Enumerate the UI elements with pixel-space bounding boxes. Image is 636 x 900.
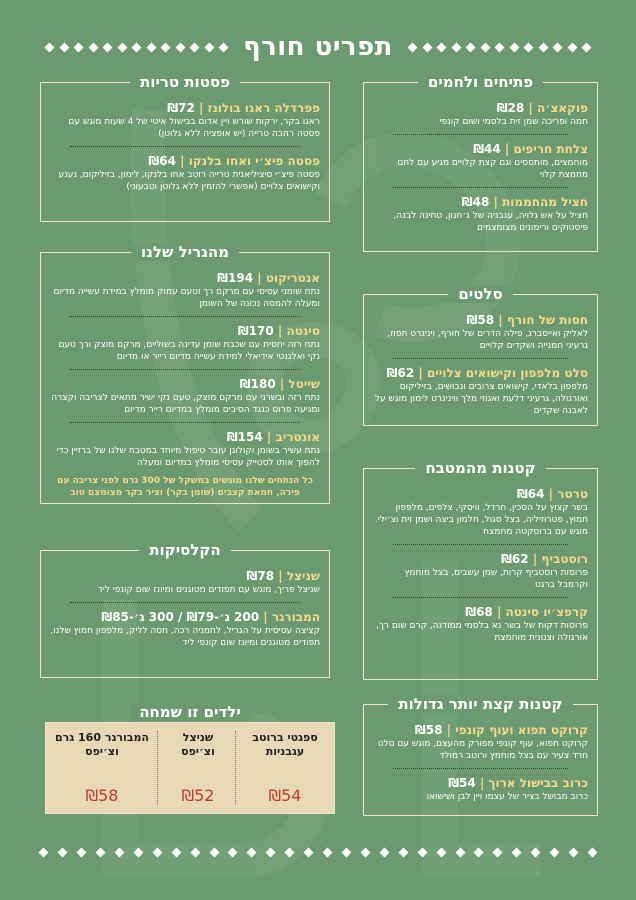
kids-item: שניצל וצ׳יפס ₪52 [166,731,230,805]
section-salads [363,284,598,426]
menu-item: פסטה פיצ׳י ואחו בלנקו | ₪64 פסטה פיצ׳י סיציליאנית טרייה רוטב אחו בלנקו, לימון, בזיליקום, נענע וקישואים צלויים (אפשרי להזמין ללא גלוטן וטבעוני) [58,154,320,192]
menu-item: כרוב בבישול ארוך | ₪54 כרוב מבושל בציר של עצמו ויין לבן ושישואו [426,776,588,802]
price: ₪64 [148,154,176,168]
section-heading: פסטות טריות [130,73,240,91]
price: ₪44 [473,142,501,156]
price: ₪58 [466,313,495,327]
section-heading: הקלסיקות [139,541,230,559]
menu-item: אנטריקוט | ₪194 נתח שומני עסיסי עם מרקם רך וטעם עמוק מומלץ במידת עשייה מדיום ומעלה להמסה נכונה של השומן [53,271,320,309]
price: ₪54 [448,776,476,790]
section-pastas [40,72,330,222]
menu-item: סלט מלפפון וקישואים צלויים | ₪62 מלפפון בלאדי, קישואים צרובים ונבושים, בזיליקום ואורגולה, גרעיני דלעת ואגוזי מלך וויניגרט לימון מוגש על לאבנה שקדים [374,366,588,416]
diamond-decoration-left [40,44,233,51]
price: ₪48 [461,195,490,209]
price: ₪52 [181,786,215,805]
price: ₪62 [386,366,415,380]
price: ₪170 [237,324,274,338]
section-heading: קטנות קצת יותר גדולות [388,695,572,713]
price: ₪58 [414,723,443,737]
menu-item: אונטריב | ₪154 נתח עשיר בשומן וקולוגן עובר טיפול מיוחד במטבח שלנו של ברזיין כדי להפוך אותו לסטייק עסיסי מומלץ במדיום ומעלה [56,430,320,468]
menu-header [40,30,596,64]
price: ₪194 [217,271,254,285]
price: ₪78 [246,569,275,583]
section-grill [40,242,330,504]
menu-item: המבורגר | 200 ג׳-₪79 / 300 ג׳-₪85 קציצה עסיסית על הגריל, לחמניה רכה, חסה לליק, מלפפון חמוץ שלנו, תפודים מטוגנים ומיונז שום קונפי ליד [50,610,320,648]
section-heading: קטנות מהמטבח [415,459,545,477]
menu-item: קרוקט תפוא ועוף קונפי | ₪58 קרוקט תפוא, עוף קונפי מפורק מהעצם, מוגש עם סלט חרד צעיר עם בצל מוחמץ ורוטב רמולד [377,723,588,761]
section-bigger [363,694,598,816]
section-starters [363,72,598,252]
price: ₪180 [239,377,276,391]
grill-note: כל הנתחים שלנו מוגשים במשקל של 300 גרם לפני צריבה עם פירה, חמאת קצבים (שומן בקר) וציר בקר מצומצם טוב [57,476,313,498]
price: ₪72 [167,101,195,115]
menu-item: חסות של חורף | ₪58 לאליק ואייסברג, פילה הדרים של חורף, ויניגרט תפוז, גרעיני חמנייה ושקדים קלויים [387,313,588,351]
price: ₪62 [501,552,529,566]
menu-item: פפרדלה ראגו בולונז | ₪72 ראגו בקר, ירקות שורש ויין אדום בבישול איטי של 4 שעות מוגש עם פסטה רחבה טרייה (יש אופציה ללא גלוטן) [68,101,320,139]
menu-item: חציל מהחממות | ₪48 חציל על אש גלויה, עגבניה של ג׳חנון, טחינה לבנה, פיסטוקים ורימונים מצומצמים [393,195,588,233]
kids-item: ספגטי ברוטב עגבניות ₪54 [242,731,328,805]
diamond-decoration-bottom [40,845,596,859]
price: ₪68 [465,605,493,619]
price: ₪54 [268,786,302,805]
menu-item: רוסטביף | ₪62 פרוסות רוסטביף קרות, שמן עשבים, בצל מוחמץ וקרמבל ברגט [404,552,588,590]
price: ₪154 [226,430,263,444]
menu-item: שייטל | ₪180 נתח רזה ובשרני עם מרקם מוצק, טעם נקי ישיר מתאים לצריבה וקצרה ומגיעה פרוס כנגד הסיבים מומלץ במדיום רייר מדיום [51,377,320,415]
menu-item: צלחת חריפים | ₪44 מוחמצים, מותססים וגם קצת קלויים מגיע עם לחם מחמצת קלוי [397,142,588,180]
kids-item: המבורגר 160 גרם וצ׳יפס ₪58 [52,731,152,805]
price: ₪64 [516,487,545,501]
section-small-kitchen [363,458,598,680]
price: 200 ג׳-₪79 / 300 ג׳-₪85 [101,610,260,624]
section-heading: פתיחים ולחמים [418,73,543,91]
section-heading: סלטים [448,285,512,303]
section-classics [40,540,330,678]
page-title: תפריט חורף [243,32,393,62]
section-kids-heading [45,702,335,724]
price: ₪58 [85,786,119,805]
menu-item: טרטר | ₪64 בשר קצוץ על הסכין, חרדל, וויסקי, צלפים, מלפפון חמוץ, פטרוזיליה, בצל סגול, חלמון ביצה ושמן זית וצ׳ילי. מוגש עם ברוסקטה מחמצת [374,487,588,537]
section-heading: מהגריל שלנו [131,243,239,261]
section-heading: ילדים זו שמחה [129,703,251,721]
menu-item: פוקאצ׳ה | ₪28 חמה ופריכה שמן זית בלסמי ושום קונפי [439,101,588,127]
kids-menu-box [45,722,335,814]
menu-item: קרפצ׳יו סינטה | ₪68 פרוסות דקות של בשר נא בלסמי ממודנה, קרם שום רך, אורגולה וצנונית מוחמצת [376,605,588,643]
menu-item: סינטה | ₪170 נתח רזה יחסית עם שכבת שומן עדינה בשוליים, מרקם מוצק ורך טעם נקי ואלגנטי אידיאלי למידת עשייה מדיום רייר או מדיום [58,324,320,362]
diamond-decoration-right [403,44,596,51]
menu-item: שניצל | ₪78 שניצל פריך, מוגש עם תפודים מטוגנים ומיונז שום קונפי ליד [97,569,320,595]
price: ₪28 [496,101,525,115]
